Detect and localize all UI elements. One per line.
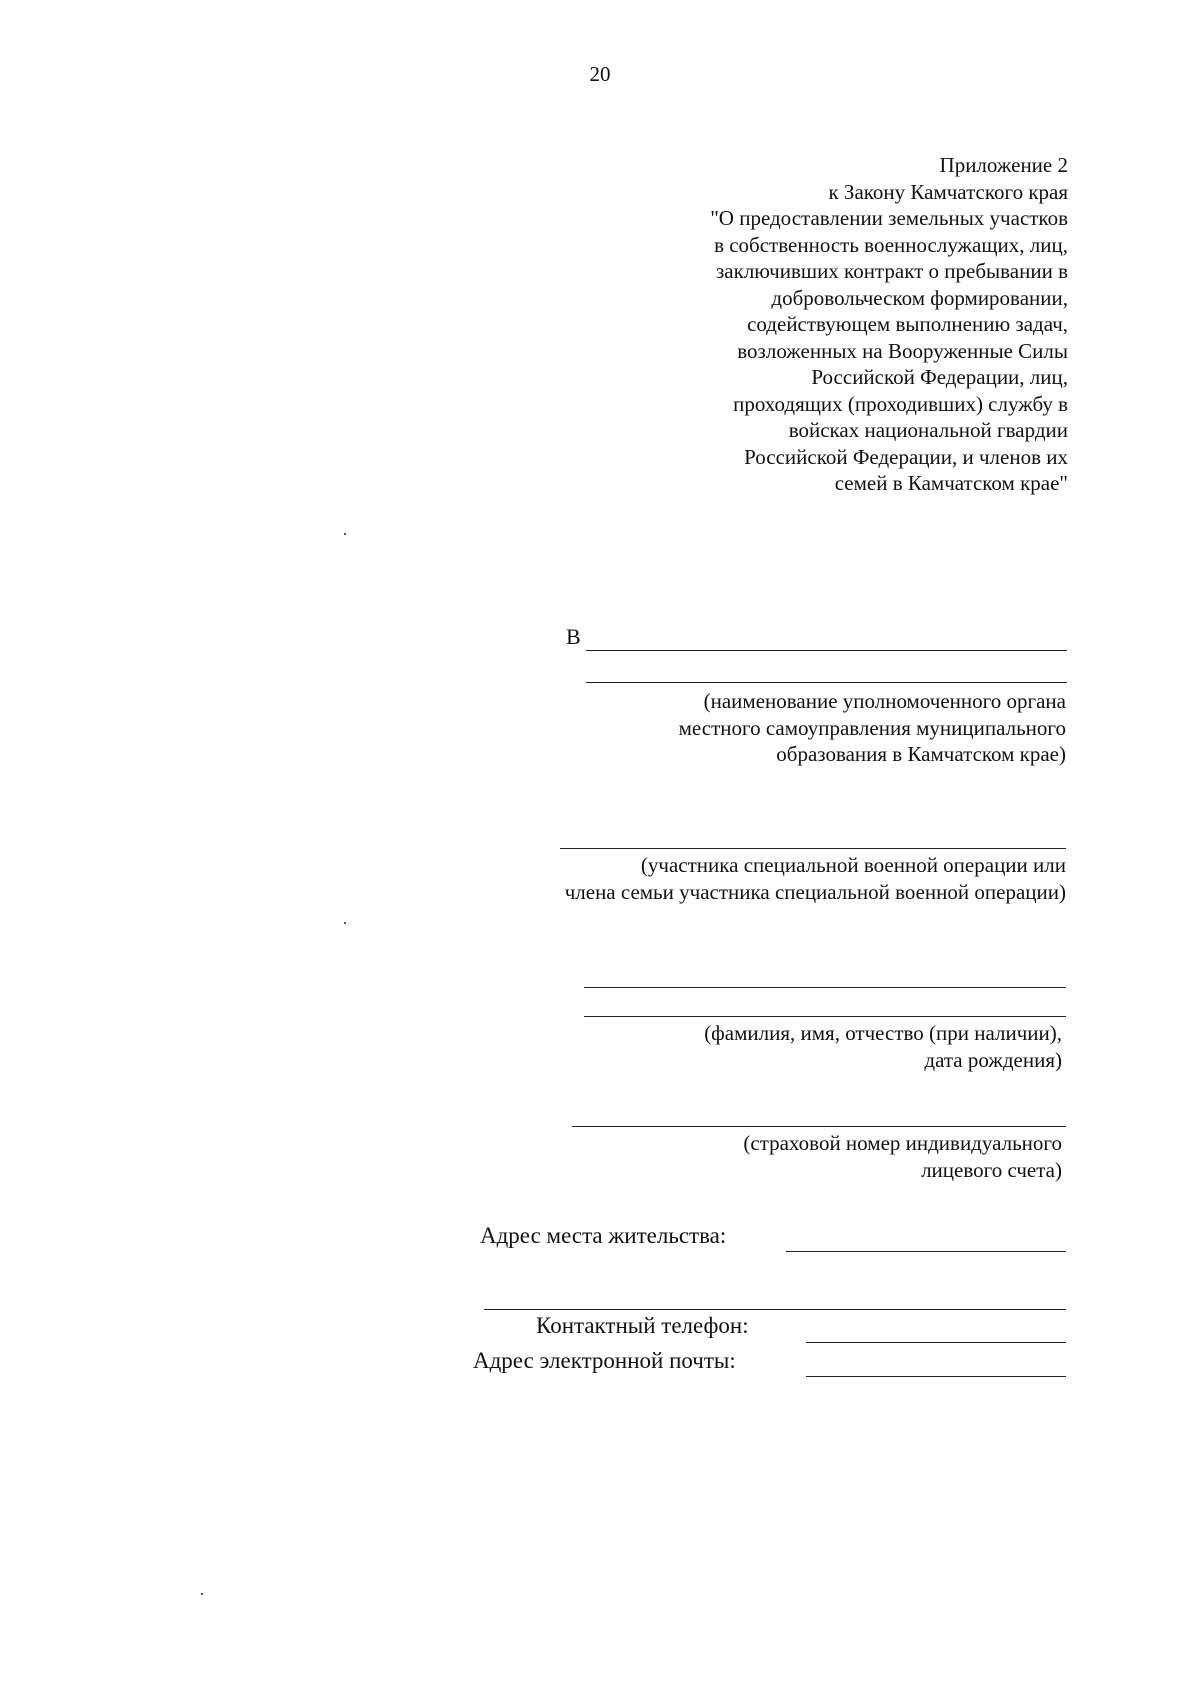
appendix-header [548,152,1068,497]
appendix-line: добровольческом формировании, [771,285,1068,310]
appendix-line: "О предоставлении земельных участков [710,206,1068,230]
appendix-line: войсках национальной гвардии [788,418,1068,442]
name-caption: (фамилия, имя, отчество (при наличии), дата рождения) [704,1021,1062,1072]
appendix-line: в собственность военнослужащих, лиц, [714,232,1068,257]
participant-field-line[interactable] [560,848,1066,849]
name-field-line-1[interactable] [584,987,1066,988]
appendix-line: Приложение 2 [939,153,1068,177]
name-field-line-2[interactable] [584,1016,1066,1017]
authority-field-line-1[interactable] [586,650,1067,651]
appendix-line: возложенных на Вооруженные Силы [737,338,1068,363]
scan-speck [344,922,346,924]
to-prefix: В [566,624,581,649]
page-number: 20 [589,62,611,86]
appendix-line: Российской Федерации, и членов их [744,444,1068,469]
appendix-line: Российской Федерации, лиц, [811,365,1068,389]
address-field-line-1[interactable] [786,1251,1066,1252]
email-field-line[interactable] [806,1376,1066,1377]
address-label: Адрес места жительства: [480,1223,727,1248]
scan-speck [201,1593,203,1595]
snils-field-line[interactable] [572,1126,1066,1127]
appendix-line: семей в Камчатском крае" [834,471,1068,495]
appendix-line: проходящих (проходивших) службу в [733,391,1068,416]
snils-caption: (страховой номер индивидуального лицевого счета) [743,1131,1062,1182]
authority-field-line-2[interactable] [586,682,1067,683]
scan-speck [344,533,346,535]
appendix-line: заключивших контракт о пребывании в [716,259,1068,283]
address-field-line-2[interactable] [484,1309,1066,1310]
phone-field-line[interactable] [806,1342,1066,1343]
appendix-line: содействующем выполнению задач, [747,312,1068,336]
phone-label: Контактный телефон: [536,1313,749,1338]
participant-caption: (участника специальной военной операции или члена семьи участника специальной военной операции) [564,853,1066,904]
email-label: Адрес электронной почты: [473,1348,736,1373]
appendix-line: к Закону Камчатского края [828,179,1068,204]
authority-caption: (наименование уполномоченного органа местного самоуправления муниципального образования в Камчатском крае) [678,689,1066,766]
